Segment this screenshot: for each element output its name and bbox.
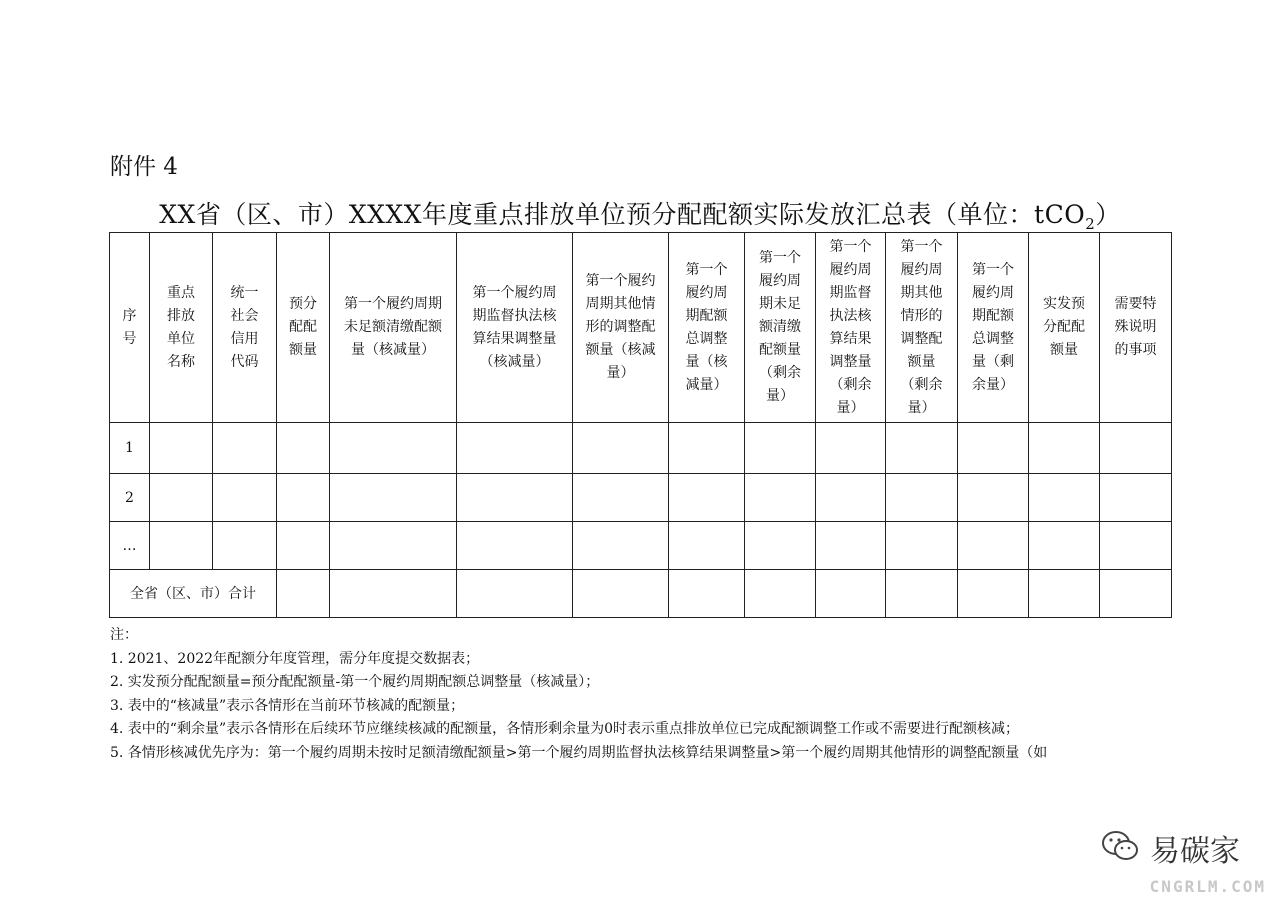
table-cell[interactable] (816, 423, 886, 474)
table-cell[interactable] (745, 474, 816, 522)
watermark-brand (1100, 826, 1240, 870)
table-cell[interactable] (150, 423, 213, 474)
table-cell[interactable] (745, 522, 816, 570)
table-cell[interactable] (277, 423, 330, 474)
table-cell[interactable] (1029, 423, 1100, 474)
title-close: ） (1095, 200, 1121, 229)
table-cell[interactable] (958, 522, 1029, 570)
table-cell[interactable] (958, 423, 1029, 474)
column-header-label: 统一社会信用代码 (230, 284, 259, 370)
column-header-label: 第一个履约周期未足额清缴配额量（核减量） (344, 296, 442, 358)
table-cell[interactable] (150, 474, 213, 522)
column-header (745, 233, 816, 423)
table-row (110, 522, 1172, 570)
title-subscript: 2 (1085, 215, 1096, 233)
column-header (573, 233, 669, 423)
table-cell[interactable] (1029, 522, 1100, 570)
table-cell[interactable] (745, 423, 816, 474)
column-header-label: 第一个履约周期其他情形的调整配额量（核减量） (585, 273, 656, 381)
notes (110, 624, 1180, 765)
table-cell[interactable] (958, 474, 1029, 522)
note-item: 2. 实发预分配配额量=预分配配额量-第一个履约周期配额总调整量（核减量）； (110, 674, 600, 690)
table-cell[interactable] (573, 474, 669, 522)
table-cell[interactable] (816, 522, 886, 570)
note-item: 1. 2021、2022年配额分年度管理，需分年度提交数据表； (110, 650, 480, 667)
row-index: 2 (110, 474, 150, 522)
table-cell[interactable] (330, 423, 457, 474)
header-row (110, 233, 1172, 423)
column-header (277, 233, 330, 423)
total-label: 全省（区、市）合计 (110, 570, 277, 618)
table-cell[interactable] (277, 522, 330, 570)
table-cell[interactable] (150, 522, 213, 570)
note-item: 5. 各情形核减优先序为：第一个履约周期未按时足额清缴配额量>第一个履约周期监督执法核算结果调整量>第一个履约周期其他情形的调整配额量（如 (110, 744, 1048, 761)
title-main: XX省（区、市）XXXX年度重点排放单位预分配配额实际发放汇总表（单位：tCO (159, 200, 1086, 229)
table-cell[interactable] (573, 423, 669, 474)
watermark-brand-text: 易碳家 (1150, 834, 1240, 869)
column-header (150, 233, 213, 423)
note-item: 4. 表中的“剩余量”表示各情形在后续环节应继续核减的配额量，各情形剩余量为0时表示重点排放单位已完成配额调整工作或不需要进行配额核减； (110, 721, 1020, 737)
column-header (669, 233, 745, 423)
table-cell[interactable] (816, 474, 886, 522)
table-cell[interactable] (816, 570, 886, 618)
table-cell[interactable] (1100, 570, 1172, 618)
table-cell[interactable] (745, 570, 816, 618)
column-header (958, 233, 1029, 423)
column-header (816, 233, 886, 423)
table-cell[interactable] (457, 522, 573, 570)
total-row (110, 570, 1172, 618)
column-header-label: 第一个履约周期监督执法核算结果调整量（剩余量） (829, 238, 872, 416)
table-cell[interactable] (669, 474, 745, 522)
table-cell[interactable] (669, 570, 745, 618)
column-header (330, 233, 457, 423)
column-header-label: 第一个履约周期配额总调整量（剩余量） (972, 261, 1014, 393)
notes-heading: 注： (110, 627, 138, 643)
table-cell[interactable] (213, 423, 277, 474)
table-cell[interactable] (886, 423, 958, 474)
column-header-label: 第一个履约周期监督执法核算结果调整量（核减量） (472, 284, 557, 370)
table-cell[interactable] (573, 522, 669, 570)
table-cell[interactable] (330, 522, 457, 570)
column-header (1100, 233, 1172, 423)
column-header (110, 233, 150, 423)
row-index: 1 (110, 423, 150, 474)
column-header-label: 需要特殊说明的事项 (1114, 296, 1157, 358)
table-cell[interactable] (457, 474, 573, 522)
table-cell[interactable] (457, 423, 573, 474)
table-cell[interactable] (886, 522, 958, 570)
attachment-label: 附件 4 (110, 154, 178, 180)
column-header-label: 序号 (122, 307, 137, 347)
table-cell[interactable] (1029, 570, 1100, 618)
column-header-label: 第一个履约周期配额总调整量（核减量） (685, 261, 728, 393)
column-header (1029, 233, 1100, 423)
column-header-label: 第一个履约周期未足额清缴配额量（剩余量） (759, 250, 801, 404)
table-cell[interactable] (886, 474, 958, 522)
table-cell[interactable] (330, 570, 457, 618)
table-cell[interactable] (573, 570, 669, 618)
column-header (886, 233, 958, 423)
note-item: 3. 表中的“核减量”表示各情形在当前环节核减的配额量； (110, 697, 465, 714)
table-row (110, 423, 1172, 474)
column-header-label: 第一个履约周期其他情形的调整配额量（剩余量） (900, 238, 943, 416)
summary-table (109, 232, 1172, 618)
table-cell[interactable] (886, 570, 958, 618)
row-index: … (110, 522, 150, 570)
column-header-label: 实发预分配配额量 (1043, 296, 1085, 358)
table-cell[interactable] (330, 474, 457, 522)
document-title (0, 195, 1280, 233)
table-cell[interactable] (277, 570, 330, 618)
table-cell[interactable] (1100, 423, 1172, 474)
table-row (110, 474, 1172, 522)
table-cell[interactable] (1100, 474, 1172, 522)
table-cell[interactable] (958, 570, 1029, 618)
table-cell[interactable] (457, 570, 573, 618)
column-header-label: 重点排放单位名称 (167, 284, 195, 370)
table-cell[interactable] (669, 423, 745, 474)
table-cell[interactable] (669, 522, 745, 570)
table-cell[interactable] (213, 522, 277, 570)
table-cell[interactable] (277, 474, 330, 522)
column-header (457, 233, 573, 423)
table-cell[interactable] (213, 474, 277, 522)
column-header-label: 预分配配额量 (289, 296, 317, 358)
table-cell[interactable] (1100, 522, 1172, 570)
table-cell[interactable] (1029, 474, 1100, 522)
column-header (213, 233, 277, 423)
wechat-icon (1100, 829, 1140, 867)
watermark-site: CNGRLM.COM (1149, 877, 1266, 896)
